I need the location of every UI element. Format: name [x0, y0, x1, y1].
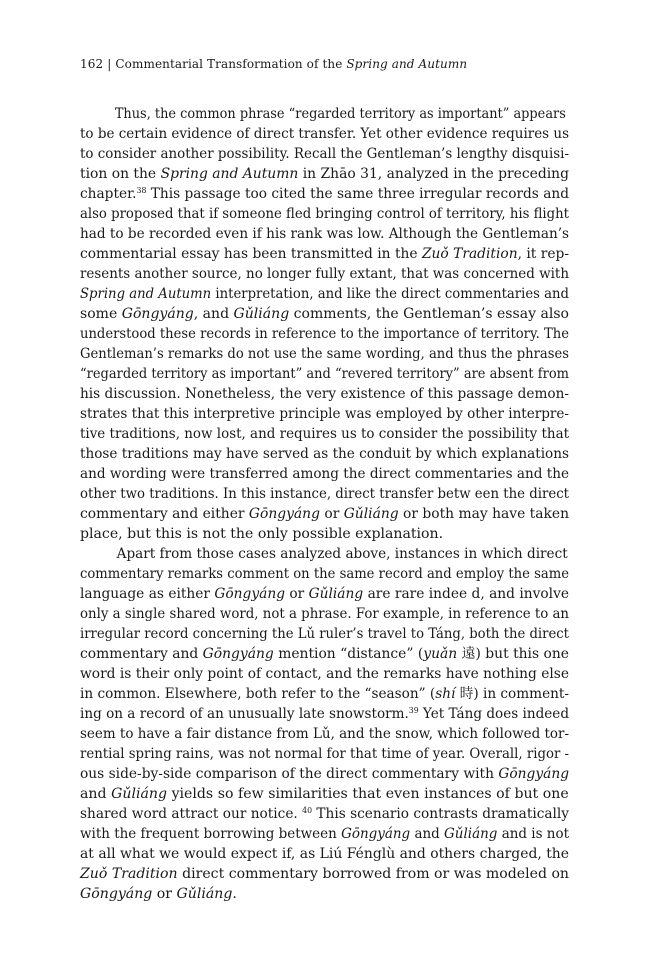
italic-term: Gōngyáng [80, 886, 153, 902]
text-line [80, 624, 569, 644]
text-run: . [232, 886, 237, 902]
italic-term: Spring and Autumn [160, 166, 299, 182]
text-line [80, 444, 569, 464]
italic-term: Gǔliáng [111, 786, 167, 802]
text-run: Yet Táng does indeed [418, 706, 570, 722]
text-run: commentary remarks comment on the same record and employ the same [80, 566, 569, 582]
text-line [80, 724, 569, 744]
text-run: only a single shared word, not a phrase. For example, in reference to an [80, 606, 570, 622]
text-run: seem to have a fair distance from Lǔ, and the snow, which followed tor- [80, 726, 569, 742]
text-run: at all what we would expect if, as Liú Fénglù and others charged, the [80, 846, 570, 862]
text-run: language as either [80, 586, 215, 602]
text-run: strates that this interpretive principle was employed by other interpre- [80, 406, 569, 422]
text-run: “regarded territory as important” and “revered territory” are absent from [80, 366, 569, 382]
text-run: and is not [497, 826, 570, 842]
text-line [80, 604, 570, 624]
text-run: word is their only point of contact, and the remarks have nothing else [80, 666, 569, 682]
text-run: or [152, 886, 177, 902]
text-line [80, 244, 570, 264]
footnote-ref: 38 [136, 186, 147, 195]
text-line [80, 584, 570, 604]
text-run: , it rep- [517, 246, 570, 262]
text-run: and [80, 786, 112, 802]
text-run: ous side-by-side comparison of the direct commentary with [80, 766, 499, 782]
text-run: and wording were transferred among the direct commentaries and the [80, 466, 570, 482]
text-run: commentary and either [80, 506, 249, 522]
text-run: chapter. [80, 186, 137, 202]
text-run: interpretation, and like the direct commentaries and [211, 286, 570, 302]
italic-term: Zuǒ Tradition [80, 866, 178, 882]
italic-term: Gōngyáng [214, 586, 286, 602]
italic-term: Gǔliáng [343, 506, 399, 522]
text-run: ing on a record of an unusually late snowstorm. [80, 706, 409, 722]
italic-term: Gǔliáng [444, 826, 498, 842]
italic-term: Gōngyáng [248, 506, 320, 522]
text-run: direct commentary borrowed from or was modeled on [177, 866, 570, 882]
text-run: had to be recorded even if his rank was low. Although the Gentleman’s [80, 226, 570, 242]
text-line [80, 104, 566, 124]
italic-term: Gǔliáng [176, 886, 233, 902]
text-run: Gentleman’s remarks do not use the same wording, and thus the phrases [80, 346, 569, 362]
text-line [80, 524, 569, 544]
text-line [80, 664, 569, 684]
text-run: mention “distance” ( [273, 646, 424, 662]
text-line [80, 204, 570, 224]
text-run: Apart from those cases analyzed above, instances in which direct [116, 546, 568, 562]
text-line [80, 344, 569, 364]
text-line [80, 844, 570, 864]
text-run: or [285, 586, 309, 602]
italic-term: Gōngyáng [341, 826, 411, 842]
text-run: to consider another possibility. Recall the Gentleman’s lengthy disquisi- [80, 146, 569, 162]
text-line [80, 684, 570, 704]
text-line [80, 404, 569, 424]
text-line [80, 484, 569, 504]
text-line [80, 324, 570, 344]
text-line [80, 884, 569, 904]
text-run: , and [193, 306, 234, 322]
text-line [80, 504, 570, 524]
text-run: comments, the Gentleman’s essay also [289, 306, 570, 322]
text-line [80, 304, 570, 324]
text-line [80, 804, 570, 824]
text-line [80, 864, 569, 884]
text-run: his discussion. Nonetheless, the very existence of this passage demon- [80, 386, 569, 402]
italic-term: Gǔliáng [233, 306, 290, 322]
italic-term: shí [435, 686, 456, 702]
text-run: or both may have taken [398, 506, 570, 522]
italic-term: Spring and Autumn [80, 286, 212, 302]
running-head [80, 57, 467, 71]
text-run: also proposed that if someone fled bringing control of territory, his flight [80, 206, 570, 222]
text-run: other two traditions. In this instance, direct transfer betw een the direct [80, 486, 569, 502]
text-run: those traditions may have served as the conduit by which explanations [80, 446, 569, 462]
text-line [80, 564, 569, 584]
italic-term: yuǎn [423, 646, 458, 662]
text-run: irregular record concerning the Lǔ ruler’s travel to Táng, both the direct [80, 626, 569, 642]
text-run: and [410, 826, 445, 842]
text-line [80, 824, 570, 844]
text-run: This scenario contrasts dramatically [312, 806, 570, 822]
text-line [80, 364, 569, 384]
text-run: commentarial essay has been transmitted in the [80, 246, 422, 262]
running-title: Commentarial Transformation of the [115, 57, 347, 71]
text-line [80, 704, 570, 724]
text-run: resents another source, no longer fully extant, that was concerned with [80, 266, 569, 282]
text-line [80, 164, 569, 184]
italic-term: Zuǒ Tradition [421, 246, 518, 262]
italic-term: Gōngyáng [498, 766, 570, 782]
text-line [80, 464, 570, 484]
text-run: Thus, the common phrase “regarded territory as important” appears [114, 106, 566, 122]
text-run: are rare indee d, and involve [363, 586, 570, 602]
text-run: This passage too cited the same three irregular records and [146, 186, 569, 202]
text-run: understood these records in reference to the importance of territory. The [80, 326, 570, 342]
text-run: in Zhāo 31, analyzed in the preceding [298, 166, 569, 182]
text-line [80, 764, 570, 784]
text-run: tive traditions, now lost, and requires us to consider the possibility that [80, 426, 570, 442]
text-run: shared word attract our notice. [80, 806, 303, 822]
footnote-ref: 40 [302, 806, 313, 815]
text-line [80, 124, 569, 144]
text-line [80, 224, 570, 244]
italic-term: Gōngyáng [202, 646, 274, 662]
footnote-ref: 39 [408, 706, 419, 715]
text-run: commentary and [80, 646, 203, 662]
text-run: with the frequent borrowing between [80, 826, 342, 842]
text-line [80, 424, 570, 444]
text-line [80, 784, 569, 804]
header-separator: | [107, 57, 112, 71]
italic-term: Gǔliáng [308, 586, 364, 602]
body-text [80, 104, 569, 904]
text-run: to be certain evidence of direct transfer. Yet other evidence requires us [80, 126, 569, 142]
text-run: in common. Elsewhere, both refer to the “season” ( [80, 686, 436, 702]
text-line [80, 744, 570, 764]
text-line [80, 384, 569, 404]
text-run: tion on the [80, 166, 161, 182]
text-run: 遠) but this one [457, 646, 569, 662]
text-run: or [319, 506, 344, 522]
text-line [80, 184, 569, 204]
text-run: some [80, 306, 122, 322]
text-line [80, 544, 568, 564]
text-line [80, 264, 569, 284]
page-number: 162 [80, 57, 104, 71]
text-run: rential spring rains, was not normal for that time of year. Overall, rigor - [80, 746, 570, 762]
text-line [80, 284, 570, 304]
italic-term: Gōngyáng [121, 306, 194, 322]
text-run: 時) in comment- [455, 686, 570, 702]
text-line [80, 644, 569, 664]
running-title-italic: Spring and Autumn [346, 57, 468, 71]
text-line [80, 144, 569, 164]
text-run: place, but this is not the only possible explanation. [80, 526, 444, 542]
text-run: yields so few similarities that even instances of but one [166, 786, 569, 802]
